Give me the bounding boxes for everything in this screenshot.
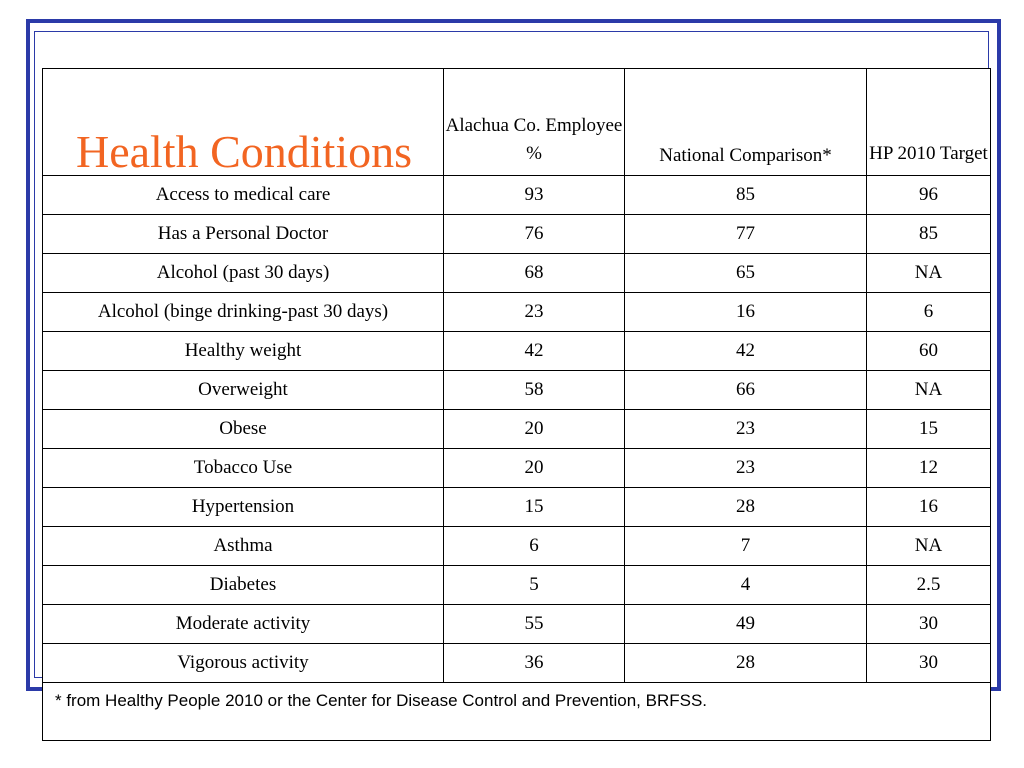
alachua-value: 15 (444, 488, 625, 527)
alachua-value: 76 (444, 215, 625, 254)
table-row (43, 527, 991, 566)
table-row (43, 254, 991, 293)
table-row (43, 488, 991, 527)
national-value: 16 (625, 293, 867, 332)
row-label: Diabetes (43, 566, 444, 605)
alachua-value: 5 (444, 566, 625, 605)
header-hp2010-label: HP 2010 Target (869, 143, 988, 164)
table-row (43, 449, 991, 488)
page-title: Health Conditions (75, 126, 413, 177)
national-value: 42 (625, 332, 867, 371)
alachua-value: 58 (444, 371, 625, 410)
hp2010-value: 85 (867, 215, 991, 254)
row-label: Hypertension (43, 488, 444, 527)
table-row (43, 566, 991, 605)
header-national-label: National Comparison* (659, 145, 832, 166)
table-row (43, 293, 991, 332)
row-label: Moderate activity (43, 605, 444, 644)
national-value: 28 (625, 644, 867, 683)
hp2010-value: 60 (867, 332, 991, 371)
hp2010-value: 30 (867, 605, 991, 644)
table-row (43, 371, 991, 410)
header-alachua-label: Alachua Co. Employee % (445, 115, 623, 164)
national-value: 23 (625, 410, 867, 449)
alachua-value: 68 (444, 254, 625, 293)
header-national (625, 69, 867, 176)
row-label: Vigorous activity (43, 644, 444, 683)
national-value: 4 (625, 566, 867, 605)
table-row (43, 332, 991, 371)
alachua-value: 55 (444, 605, 625, 644)
table-row (43, 176, 991, 215)
hp2010-value: NA (867, 254, 991, 293)
alachua-value: 42 (444, 332, 625, 371)
national-value: 28 (625, 488, 867, 527)
hp2010-value: NA (867, 371, 991, 410)
hp2010-value: 6 (867, 293, 991, 332)
header-alachua (444, 69, 625, 176)
row-label: Alcohol (past 30 days) (43, 254, 444, 293)
hp2010-value: 2.5 (867, 566, 991, 605)
hp2010-value: 15 (867, 410, 991, 449)
row-label: Healthy weight (43, 332, 444, 371)
table-row (43, 410, 991, 449)
row-label: Asthma (43, 527, 444, 566)
row-label: Obese (43, 410, 444, 449)
national-value: 66 (625, 371, 867, 410)
row-label: Access to medical care (43, 176, 444, 215)
title-cell (43, 69, 444, 176)
footnote-cell (43, 683, 991, 741)
national-value: 7 (625, 527, 867, 566)
row-label: Alcohol (binge drinking-past 30 days) (43, 293, 444, 332)
national-value: 49 (625, 605, 867, 644)
alachua-value: 20 (444, 449, 625, 488)
alachua-value: 20 (444, 410, 625, 449)
alachua-value: 93 (444, 176, 625, 215)
table-row (43, 644, 991, 683)
hp2010-value: 12 (867, 449, 991, 488)
hp2010-value: 16 (867, 488, 991, 527)
hp2010-value: 96 (867, 176, 991, 215)
national-value: 65 (625, 254, 867, 293)
national-value: 77 (625, 215, 867, 254)
table-header-row (43, 69, 991, 176)
footnote: * from Healthy People 2010 or the Center for Disease Control and Prevention, BRFSS. (55, 691, 708, 710)
health-conditions-table (42, 68, 991, 741)
national-value: 85 (625, 176, 867, 215)
row-label: Tobacco Use (43, 449, 444, 488)
alachua-value: 36 (444, 644, 625, 683)
alachua-value: 23 (444, 293, 625, 332)
table-row (43, 605, 991, 644)
header-hp2010 (867, 69, 991, 176)
hp2010-value: NA (867, 527, 991, 566)
footnote-row (43, 683, 991, 741)
national-value: 23 (625, 449, 867, 488)
hp2010-value: 30 (867, 644, 991, 683)
alachua-value: 6 (444, 527, 625, 566)
row-label: Overweight (43, 371, 444, 410)
row-label: Has a Personal Doctor (43, 215, 444, 254)
table-row (43, 215, 991, 254)
